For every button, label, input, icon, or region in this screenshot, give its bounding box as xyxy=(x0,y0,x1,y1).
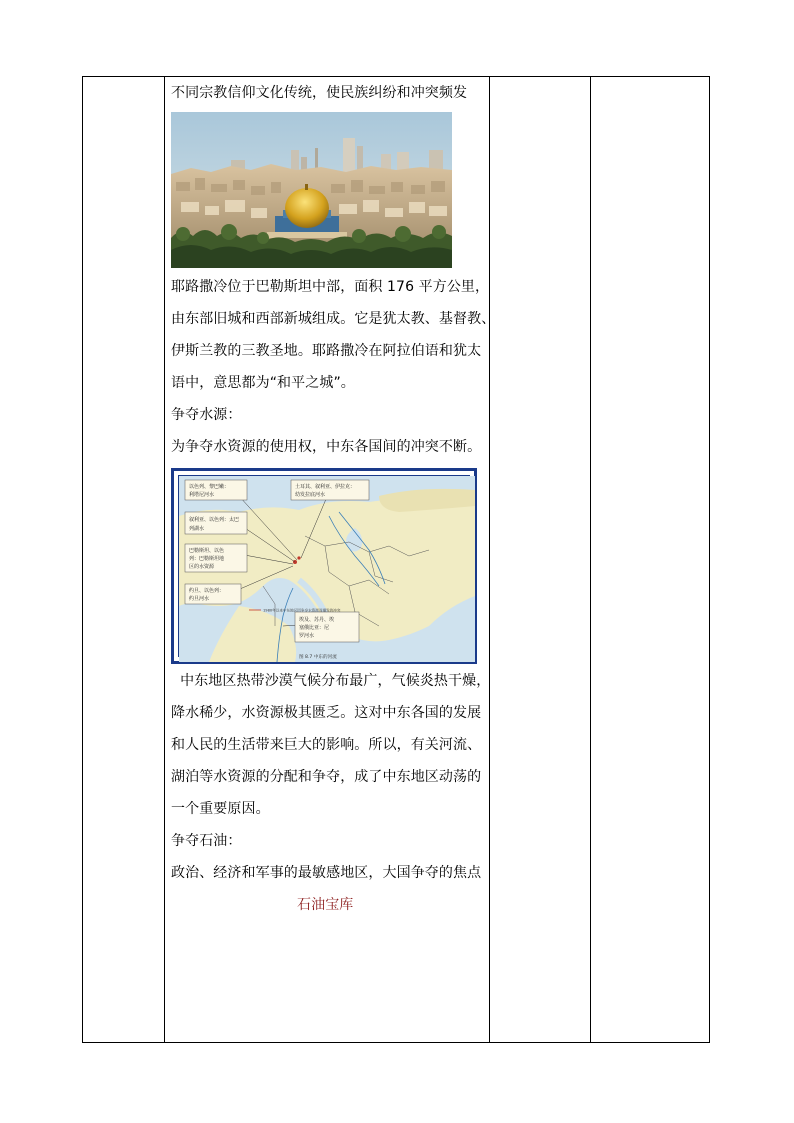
oil-heading: 争夺石油： xyxy=(171,833,242,849)
map-label-euphrates-2: 幼发拉底河水 xyxy=(295,492,326,498)
climate-paragraph-line-4: 湖泊等水资源的分配和争夺，成了中东地区动荡的 xyxy=(171,769,482,785)
climate-paragraph-line-5: 一个重要原因。 xyxy=(171,801,270,817)
jerusalem-paragraph-line-4: 语中，意思都为“和平之城”。 xyxy=(171,375,355,391)
map-label-palestine-3: 区的水资源 xyxy=(189,564,215,570)
water-heading: 争夺水源： xyxy=(171,407,242,423)
column-divider-2 xyxy=(489,77,490,1042)
map-label-tiberias-2: 列湖水 xyxy=(189,526,205,532)
map-label-palestine-2: 列：巴勒斯坦地 xyxy=(189,556,225,562)
middle-east-rivers-map xyxy=(171,468,477,664)
map-caption: 图 8.7 中东的河流 xyxy=(299,655,337,660)
map-legend-text: 1980年以来中东地区因争夺水资源而爆发的冲突 xyxy=(263,608,341,613)
column-divider-1 xyxy=(164,77,165,1042)
map-label-euphrates-1: 土耳其、叙利亚、伊拉克： xyxy=(295,484,356,490)
jerusalem-paragraph-line-2: 由东部旧城和西部新城组成。它是犹太教、基督教、 xyxy=(171,311,496,327)
map-inner-frame xyxy=(178,475,470,660)
map-label-nile-1: 埃及、苏丹、埃 xyxy=(299,617,335,623)
climate-paragraph-line-1: 中东地区热带沙漠气候分布最广，气候炎热干燥， xyxy=(171,673,491,689)
jerusalem-paragraph-line-1: 耶路撒冷位于巴勒斯坦中部，面积 176 平方公里， xyxy=(171,279,490,295)
content-column xyxy=(171,80,496,918)
jerusalem-paragraph-line-3: 伊斯兰教的三教圣地。耶路撒冷在阿拉伯语和犹太 xyxy=(171,343,482,359)
map-label-litani-2: 利塔尼河水 xyxy=(189,492,215,498)
map-label-litani-1: 以色列、黎巴嫩： xyxy=(189,484,230,490)
water-intro-line: 为争夺水资源的使用权，中东各国间的冲突不断。 xyxy=(171,439,482,455)
map-label-palestine-1: 巴勒斯坦、以色 xyxy=(189,548,225,554)
map-label-nile-2: 塞俄比亚：尼 xyxy=(299,625,330,631)
map-label-jordan-2: 约旦河水 xyxy=(189,596,210,602)
climate-paragraph-line-2: 降水稀少，水资源极其匮乏。这对中东各国的发展 xyxy=(171,705,482,721)
oil-treasury-highlight: 石油宝库 xyxy=(297,897,354,913)
map-label-jordan-1: 约旦、以色列： xyxy=(189,588,225,594)
jerusalem-photo xyxy=(171,112,452,268)
column-divider-3 xyxy=(590,77,591,1042)
map-label-nile-3: 罗河水 xyxy=(299,633,315,639)
religion-conflict-line: 不同宗教信仰文化传统，使民族纠纷和冲突频发 xyxy=(171,85,468,101)
map-label-tiberias-1: 叙利亚、以色列：太巴 xyxy=(189,517,240,523)
oil-line: 政治、经济和军事的最敏感地区，大国争夺的焦点 xyxy=(171,865,482,881)
climate-paragraph-line-3: 和人民的生活带来巨大的影响。所以，有关河流、 xyxy=(171,737,482,753)
